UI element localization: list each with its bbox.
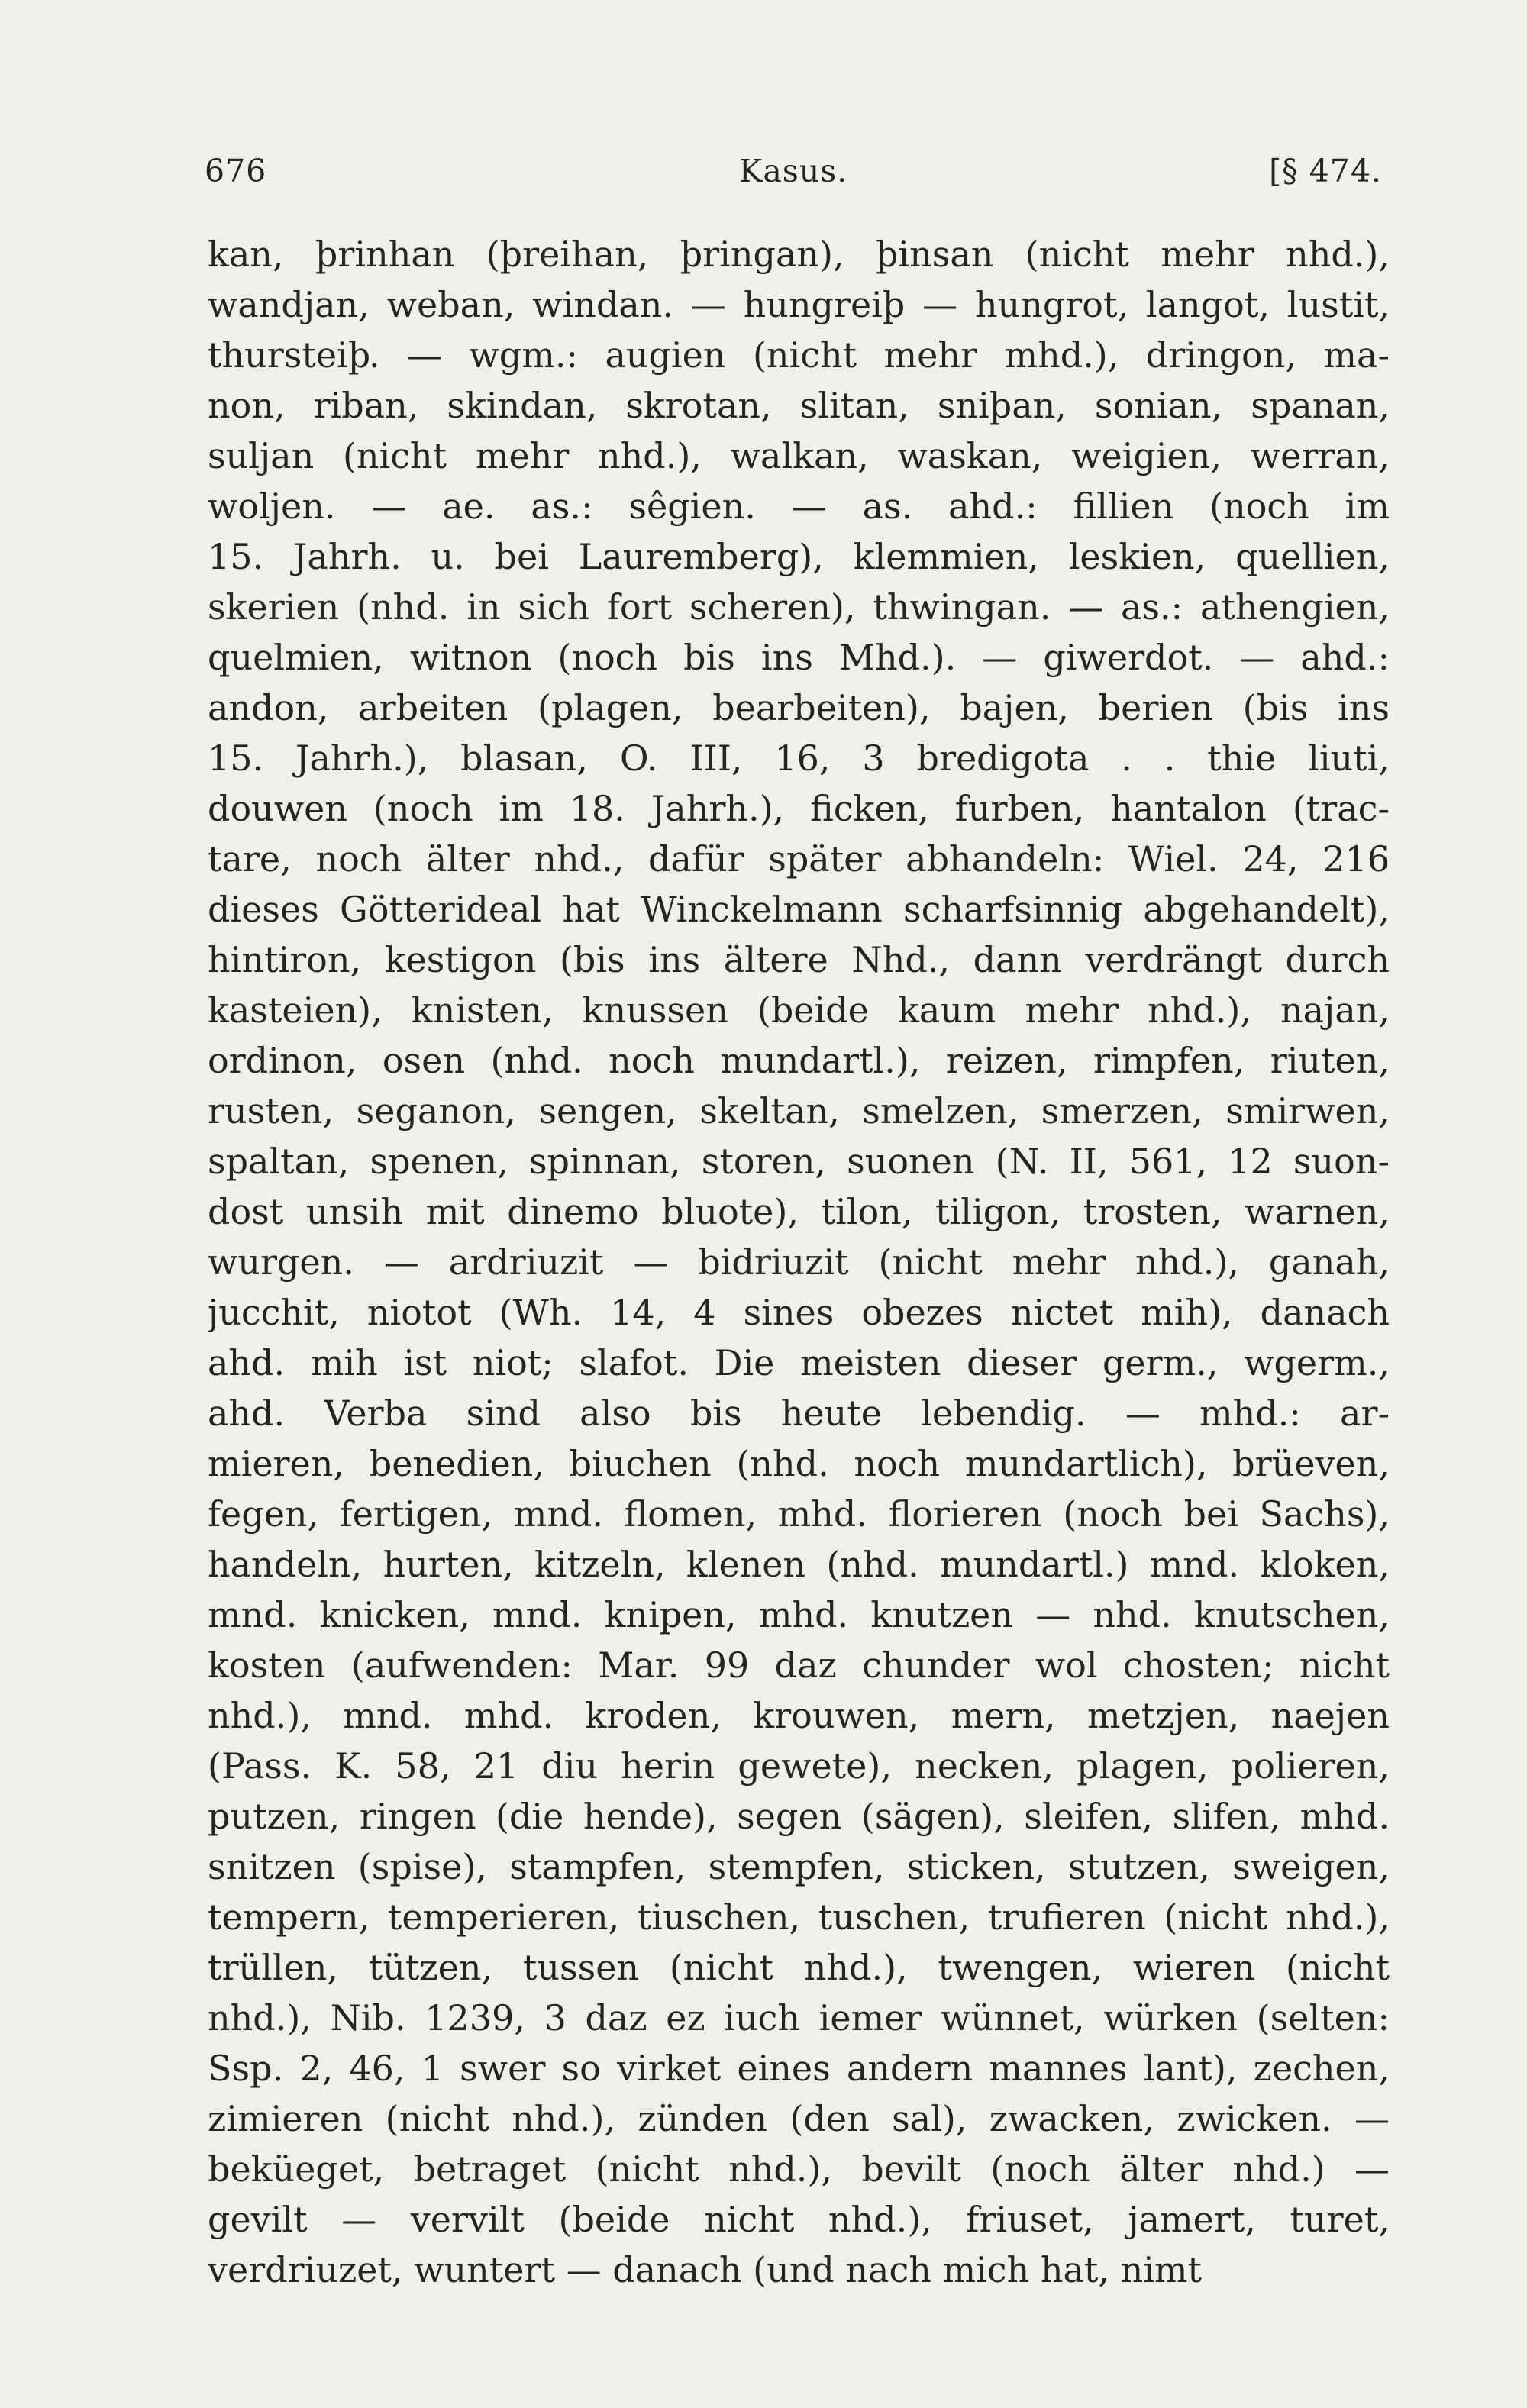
text-line: hintiron, kestigon (bis ins ältere Nhd., dann verdrängt durch — [208, 939, 1390, 980]
text-line: nhd.), mnd. mhd. kroden, krouwen, mern, metzjen, naejen — [208, 1695, 1390, 1736]
text-line: douwen (noch im 18. Jahrh.), ficken, furben, hantalon (trac- — [208, 788, 1390, 829]
text-line: dieses Götterideal hat Winckelmann scharfsinnig abgehandelt), — [208, 889, 1390, 930]
text-line: skerien (nhd. in sich fort scheren), thwingan. — as.: athengien, — [208, 586, 1390, 628]
text-line: jucchit, niotot (Wh. 14, 4 sines obezes nictet mih), danach — [208, 1292, 1390, 1333]
text-line: fegen, fertigen, mnd. flomen, mhd. florieren (noch bei Sachs), — [208, 1493, 1390, 1535]
text-line: Ssp. 2, 46, 1 swer so virket eines andern mannes lant), zechen, — [208, 2048, 1390, 2089]
text-line: suljan (nicht mehr nhd.), walkan, waskan, weigien, werran, — [208, 435, 1390, 476]
text-line: thursteiþ. — wgm.: augien (nicht mehr mhd.), dringon, ma- — [208, 334, 1390, 376]
running-title: Kasus. — [738, 153, 848, 189]
text-line: tare, noch älter nhd., dafür später abhandeln: Wiel. 24, 216 — [208, 838, 1390, 880]
text-line: nhd.), Nib. 1239, 3 daz ez iuch iemer wünnet, würken (selten: — [208, 1997, 1390, 2038]
page-number: 676 — [205, 153, 267, 189]
text-line: woljen. — ae. as.: sêgien. — as. ahd.: fillien (noch im — [208, 486, 1390, 527]
running-header — [205, 153, 1382, 199]
text-line: mieren, benedien, biuchen (nhd. noch mundartlich), brüeven, — [208, 1443, 1390, 1484]
text-line: putzen, ringen (die hende), segen (sägen), sleifen, slifen, mhd. — [208, 1796, 1390, 1837]
text-line: kosten (aufwenden: Mar. 99 daz chunder wol chosten; nicht — [208, 1645, 1390, 1686]
text-line: handeln, hurten, kitzeln, klenen (nhd. mundartl.) mnd. kloken, — [208, 1544, 1390, 1585]
text-line: wandjan, weban, windan. — hungreiþ — hungrot, langot, lustit, — [208, 284, 1390, 325]
body-text — [208, 229, 1390, 2295]
text-line: kan, þrinhan (þreihan, þringan), þinsan (nicht mehr nhd.), — [208, 234, 1390, 275]
text-line: ahd. Verba sind also bis heute lebendig. — mhd.: ar- — [208, 1393, 1390, 1434]
text-line: quelmien, witnon (noch bis ins Mhd.). — giwerdot. — ahd.: — [208, 637, 1390, 678]
text-line: zimieren (nicht nhd.), zünden (den sal), zwacken, zwicken. — — [208, 2098, 1390, 2139]
text-line: trüllen, tützen, tussen (nicht nhd.), twengen, wieren (nicht — [208, 1947, 1390, 1988]
text-line: ahd. mih ist niot; slafot. Die meisten dieser germ., wgerm., — [208, 1342, 1390, 1383]
text-line: 15. Jahrh. u. bei Lauremberg), klemmien, leskien, quellien, — [208, 536, 1390, 577]
text-line: gevilt — vervilt (beide nicht nhd.), friuset, jamert, turet, — [208, 2199, 1390, 2240]
text-line: non, riban, skindan, skrotan, slitan, sniþan, sonian, spanan, — [208, 385, 1390, 426]
text-line: verdriuzet, wuntert — danach (und nach mich hat, nimt — [208, 2249, 1203, 2290]
text-line: dost unsih mit dinemo bluote), tilon, tiligon, trosten, warnen, — [208, 1191, 1390, 1232]
text-line: wurgen. — ardriuzit — bidriuzit (nicht mehr nhd.), ganah, — [208, 1241, 1390, 1283]
text-line: rusten, seganon, sengen, skeltan, smelzen, smerzen, smirwen, — [208, 1090, 1390, 1131]
text-line: tempern, temperieren, tiuschen, tuschen, trufieren (nicht nhd.), — [208, 1896, 1390, 1938]
text-line: mnd. knicken, mnd. knipen, mhd. knutzen — nhd. knutschen, — [208, 1594, 1390, 1635]
text-line: snitzen (spise), stampfen, stempfen, sticken, stutzen, sweigen, — [208, 1846, 1390, 1887]
text-line: 15. Jahrh.), blasan, O. III, 16, 3 bredigota . . thie liuti, — [208, 738, 1390, 779]
text-line: (Pass. K. 58, 21 diu herin gewete), necken, plagen, polieren, — [208, 1745, 1390, 1787]
text-line: kasteien), knisten, knussen (beide kaum mehr nhd.), najan, — [208, 989, 1390, 1031]
text-line: beküeget, betraget (nicht nhd.), bevilt (noch älter nhd.) — — [208, 2148, 1390, 2190]
section-number: [§ 474. — [1269, 153, 1382, 189]
text-line: ordinon, osen (nhd. noch mundartl.), reizen, rimpfen, riuten, — [208, 1040, 1390, 1081]
text-line: andon, arbeiten (plagen, bearbeiten), bajen, berien (bis ins — [208, 687, 1390, 728]
text-line: spaltan, spenen, spinnan, storen, suonen (N. II, 561, 12 suon- — [208, 1141, 1390, 1182]
